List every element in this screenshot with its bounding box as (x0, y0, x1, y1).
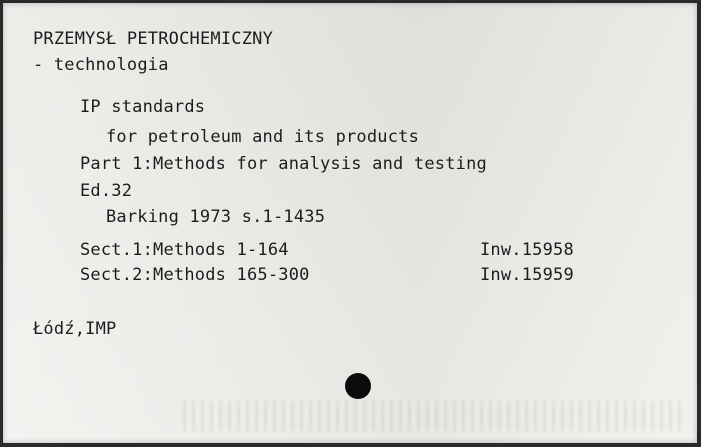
punch-hole (345, 373, 371, 399)
part-line: Part 1:Methods for analysis and testing (80, 154, 487, 174)
title-line: IP standards (80, 97, 206, 117)
card-heading: PRZEMYSŁ PETROCHEMICZNY (33, 29, 274, 49)
card-subheading: - technologia (33, 55, 169, 75)
location-line: Łódź,IMP (33, 319, 117, 339)
section-2-inventory: Inw.15959 (480, 265, 574, 285)
reverse-side-bleed-through (183, 401, 683, 431)
edition-line: Ed.32 (80, 181, 133, 201)
title-continuation: for petroleum and its products (106, 127, 420, 147)
section-2-label: Sect.2:Methods 165-300 (80, 265, 310, 285)
imprint-line: Barking 1973 s.1-1435 (106, 207, 326, 227)
catalog-card (3, 3, 697, 443)
section-1-label: Sect.1:Methods 1-164 (80, 240, 289, 260)
section-1-inventory: Inw.15958 (480, 240, 574, 260)
